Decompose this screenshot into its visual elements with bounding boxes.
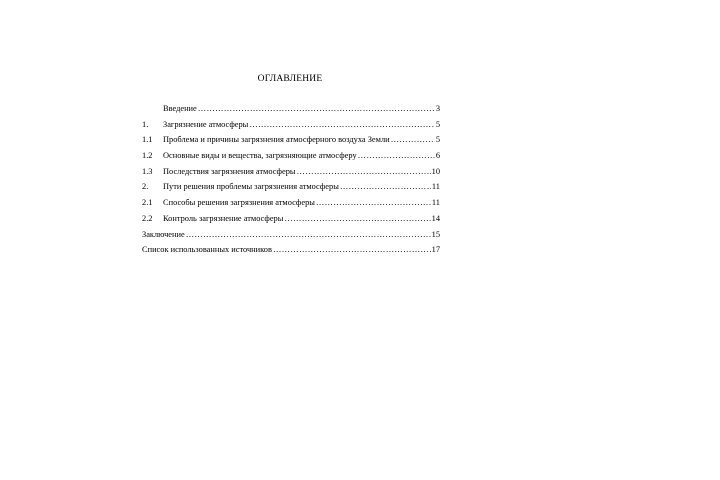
toc-entry-1-3 <box>142 167 440 183</box>
toc-entry-page: 5 <box>435 135 440 145</box>
toc-title: ОГЛАВЛЕНИЕ <box>257 74 323 84</box>
toc-entry-1-1 <box>142 135 440 151</box>
toc-entry-page: 17 <box>431 245 440 255</box>
toc-entry-label: Заключение <box>142 229 185 239</box>
toc-dot-leader <box>198 104 435 113</box>
toc-entry-conclusion <box>142 230 440 246</box>
table-of-contents <box>142 104 440 261</box>
toc-dot-leader <box>284 214 430 223</box>
toc-entry-label: Пути решения проблемы загрязнения атмосферы <box>163 182 339 192</box>
toc-entry-page: 15 <box>431 229 440 239</box>
toc-entry-2-2 <box>142 214 440 230</box>
toc-dot-leader <box>297 167 431 176</box>
toc-entry-label: Контроль загрязнение атмосферы <box>163 213 284 223</box>
toc-entry-number: 1.3 <box>142 166 153 176</box>
toc-entry-number: 2. <box>142 182 149 192</box>
toc-entry-page: 11 <box>431 198 440 208</box>
toc-entry-number: 1.2 <box>142 151 153 161</box>
toc-entry-page: 6 <box>435 151 440 161</box>
toc-entry-label: Загрязнение атмосферы <box>163 119 249 129</box>
toc-entry-number: 1. <box>142 119 149 129</box>
toc-entry-label: Основные виды и вещества, загрязняющие атмосферу <box>163 151 357 161</box>
toc-entry-label: Список использованных источников <box>142 245 272 255</box>
toc-entry-label: Последствия загрязнения атмосферы <box>163 166 296 176</box>
toc-entry-number: 1.1 <box>142 135 153 145</box>
toc-dot-leader <box>340 182 431 191</box>
toc-entry-label: Проблема и причины загрязнения атмосферного воздуха Земли <box>163 135 390 145</box>
toc-dot-leader <box>358 151 435 160</box>
toc-entry-page: 3 <box>435 104 440 113</box>
toc-entry-page: 11 <box>431 182 440 192</box>
toc-dot-leader <box>273 245 431 254</box>
toc-entry-introduction <box>142 104 440 120</box>
toc-entry-number: 2.1 <box>142 198 153 208</box>
toc-dot-leader <box>391 135 435 144</box>
toc-dot-leader <box>249 120 435 129</box>
toc-entry-2 <box>142 182 440 198</box>
toc-dot-leader <box>186 230 431 239</box>
toc-entry-number: 2.2 <box>142 213 153 223</box>
toc-entry-references <box>142 245 440 261</box>
toc-entry-label: Способы решения загрязнения атмосферы <box>163 198 315 208</box>
toc-entry-2-1 <box>142 198 440 214</box>
toc-entry-1 <box>142 120 440 136</box>
toc-entry-1-2 <box>142 151 440 167</box>
toc-entry-page: 5 <box>435 119 440 129</box>
toc-entry-page: 10 <box>431 166 440 176</box>
toc-entry-page: 14 <box>431 213 440 223</box>
toc-dot-leader <box>316 198 431 207</box>
toc-entry-label: Введение <box>163 104 197 113</box>
